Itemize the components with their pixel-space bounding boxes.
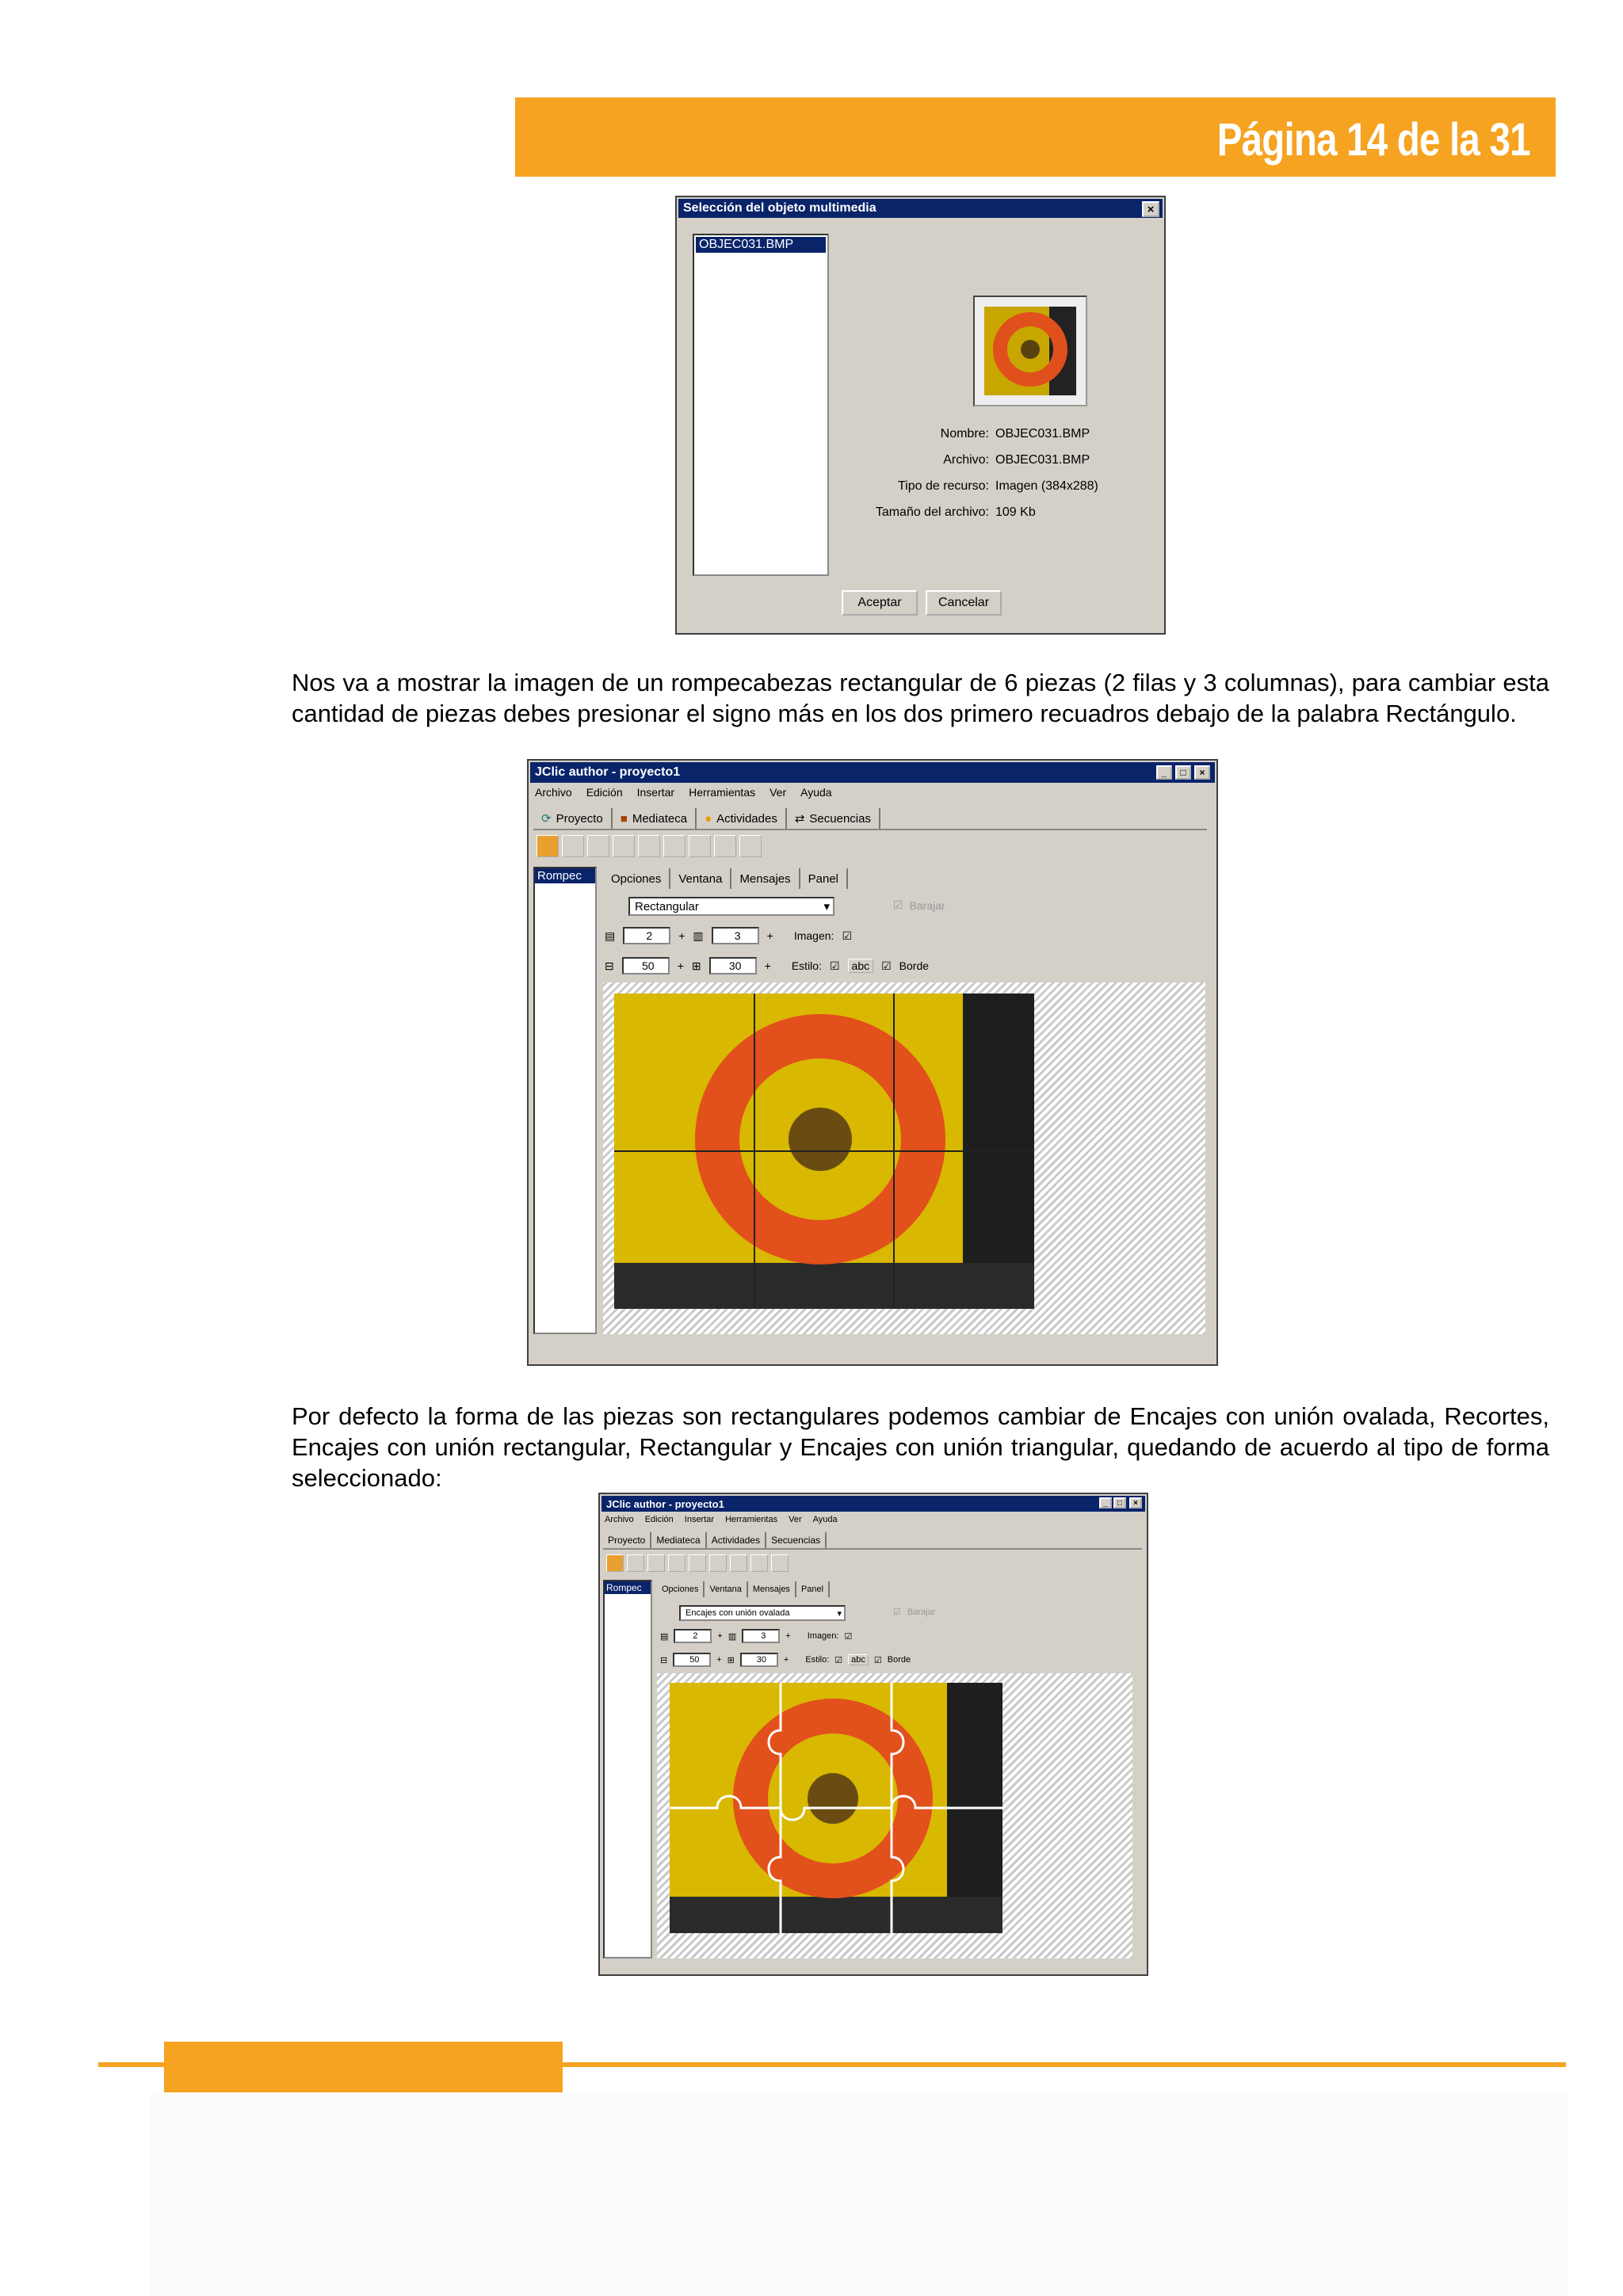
paste-icon[interactable]: [730, 1554, 747, 1572]
close-button[interactable]: ×: [1142, 201, 1159, 217]
sub-tabs: [657, 1581, 830, 1597]
cancel-button[interactable]: [926, 590, 1002, 616]
rows-value: 2: [693, 1631, 698, 1641]
height-field[interactable]: [740, 1653, 778, 1667]
cols-field[interactable]: [742, 1629, 780, 1643]
field-label: Tamaño del archivo:: [875, 505, 989, 519]
shape-select-value: Encajes con unión ovalada: [685, 1608, 790, 1618]
maximize-button[interactable]: □: [1113, 1497, 1126, 1508]
menu-edicion[interactable]: Edición: [586, 786, 623, 799]
new-activity-icon[interactable]: [537, 835, 559, 857]
paste-icon[interactable]: [689, 835, 711, 857]
menu-edicion[interactable]: Edición: [644, 1515, 674, 1524]
abc-button[interactable]: abc: [848, 1654, 869, 1665]
minimize-button[interactable]: _: [1156, 765, 1172, 780]
rows-cols-row: [605, 927, 852, 944]
plus-icon[interactable]: +: [717, 1631, 723, 1641]
menu-bar: [535, 786, 832, 799]
jclic-title: JClic author - proyecto1: [606, 1497, 724, 1510]
abc-button[interactable]: abc: [848, 959, 874, 973]
grid-icon[interactable]: [739, 835, 762, 857]
maximize-button[interactable]: □: [1175, 765, 1191, 780]
down-arrow-icon[interactable]: [613, 835, 635, 857]
info-grid: [835, 421, 1152, 525]
cancel-label: Cancelar: [938, 596, 990, 609]
menu-ayuda[interactable]: Ayuda: [812, 1515, 838, 1524]
play-icon[interactable]: [562, 835, 584, 857]
field-value: 109 Kb: [995, 505, 1036, 519]
tab-mediateca[interactable]: [613, 808, 697, 829]
rows-icon: ▤: [605, 929, 616, 942]
jclic-titlebar: [601, 1496, 1145, 1512]
dialog-titlebar: [678, 199, 1163, 218]
borde-checkbox[interactable]: ☑: [881, 959, 892, 972]
estilo-label: Estilo:: [805, 1655, 830, 1665]
page-number: Página 14 de la 31: [1216, 114, 1530, 166]
field-value: OBJEC031.BMP: [995, 427, 1090, 441]
media-selection-dialog: [675, 196, 1166, 635]
tab-label: Secuencias: [809, 811, 871, 826]
cols-value: 3: [761, 1631, 766, 1641]
estilo-label: Estilo:: [791, 959, 822, 972]
menu-ayuda[interactable]: Ayuda: [800, 786, 832, 799]
list-item[interactable]: [696, 237, 826, 253]
tab-actividades[interactable]: [707, 1532, 766, 1548]
toolbar: [606, 1554, 792, 1572]
activity-list[interactable]: [603, 1580, 652, 1958]
borde-label: Borde: [899, 959, 930, 972]
puzzle-image: [614, 994, 1034, 1309]
menu-archivo[interactable]: Archivo: [605, 1515, 634, 1524]
tab-secuencias[interactable]: [766, 1532, 827, 1548]
jclic-title: JClic author - proyecto1: [535, 765, 681, 779]
tab-label: Mensajes: [752, 1585, 790, 1594]
tab-opciones[interactable]: [603, 868, 670, 889]
sub-tabs: [603, 868, 848, 889]
menu-bar: [605, 1515, 838, 1524]
height-value: 30: [728, 959, 742, 972]
tab-proyecto[interactable]: [533, 808, 613, 829]
down-arrow-icon[interactable]: [668, 1554, 685, 1572]
menu-herramientas[interactable]: Herramientas: [689, 786, 756, 799]
height-field[interactable]: [709, 957, 757, 974]
tab-actividades[interactable]: [697, 808, 787, 829]
plus-icon[interactable]: +: [785, 1631, 791, 1641]
tab-ventana[interactable]: [670, 868, 731, 889]
play-icon[interactable]: [627, 1554, 644, 1572]
tab-label: Ventana: [678, 871, 723, 886]
project-icon: ⟳: [541, 812, 552, 826]
accept-label: Aceptar: [857, 596, 902, 609]
footer-shade: [151, 2092, 1569, 2296]
field-value: OBJEC031.BMP: [995, 453, 1090, 467]
up-arrow-icon[interactable]: [587, 835, 609, 857]
width-field[interactable]: [673, 1653, 711, 1667]
field-label: Archivo:: [943, 453, 989, 467]
page-header: [515, 97, 1556, 177]
plus-icon[interactable]: +: [678, 929, 685, 942]
activity-label: Rompec: [537, 869, 582, 883]
up-arrow-icon[interactable]: [647, 1554, 665, 1572]
paragraph-1: Nos va a mostrar la imagen de un rompecabezas rectangular de 6 piezas (2 filas y 3 columnas), para cambiar esta cantidad de piezas debes presionar el signo más en los dos primero recuadros debajo de la palabra Rectángulo.: [292, 669, 1549, 727]
field-value: Imagen (384x288): [995, 479, 1098, 493]
tab-mensajes[interactable]: [731, 868, 800, 889]
cut-icon[interactable]: [709, 1554, 727, 1572]
imagen-checkbox[interactable]: ☑: [844, 1631, 853, 1642]
new-activity-icon[interactable]: [606, 1554, 624, 1572]
menu-insertar[interactable]: Insertar: [636, 786, 675, 799]
main-tabs: [603, 1532, 1142, 1550]
tab-label: Actividades: [711, 1535, 761, 1546]
image-preview: [973, 296, 1087, 406]
cols-value: 3: [734, 929, 741, 942]
width-icon: ⊟: [660, 1655, 668, 1665]
menu-ver[interactable]: Ver: [789, 1515, 802, 1524]
minimize-button[interactable]: _: [1099, 1497, 1112, 1508]
tab-label: Ventana: [709, 1585, 742, 1594]
plus-icon[interactable]: +: [783, 1655, 789, 1665]
width-value: 50: [641, 959, 655, 972]
rows-icon: ▤: [660, 1631, 669, 1642]
field-label: Tipo de recurso:: [897, 479, 989, 493]
tab-label: Secuencias: [771, 1535, 821, 1546]
paragraph-2: Por defecto la forma de las piezas son rectangulares podemos cambiar de Encajes con unión ovalada, Recortes, Encajes con unión rectangular, Rectangular y Encajes con unión triangular, quedando de acuerdo al tipo de forma seleccionado:: [292, 1402, 1549, 1492]
tab-panel[interactable]: [796, 1581, 830, 1597]
estilo-checkbox[interactable]: ☑: [829, 959, 840, 972]
borde-label: Borde: [887, 1655, 911, 1665]
dialog-title: Selección del objeto multimedia: [683, 201, 876, 215]
close-button[interactable]: ×: [1129, 1497, 1142, 1508]
width-field[interactable]: [622, 957, 670, 974]
tab-label: Opciones: [662, 1585, 699, 1594]
size-row: [660, 1653, 911, 1667]
barajar-label: Barajar: [907, 1607, 936, 1617]
estilo-checkbox[interactable]: ☑: [834, 1655, 843, 1665]
media-icon: ■: [620, 811, 628, 826]
tab-mensajes[interactable]: [748, 1581, 796, 1597]
footer-bar: [164, 2042, 563, 2092]
menu-insertar[interactable]: Insertar: [684, 1515, 715, 1524]
jclic-titlebar: [530, 762, 1215, 783]
imagen-label: Imagen:: [807, 1631, 839, 1641]
main-tabs: [533, 808, 1207, 830]
shape-select-value: Rectangular: [635, 899, 699, 913]
tab-label: Actividades: [716, 811, 777, 826]
chevron-down-icon: ▾: [837, 1608, 842, 1619]
lifebuoy-thumbnail: [984, 307, 1076, 395]
shape-select[interactable]: [628, 897, 834, 916]
height-value: 30: [756, 1655, 766, 1665]
rows-value: 2: [646, 929, 653, 942]
tab-label: Opciones: [611, 871, 662, 886]
field-label: Nombre:: [940, 427, 989, 441]
cut-icon[interactable]: [663, 835, 685, 857]
activity-item[interactable]: [535, 868, 595, 883]
accept-button[interactable]: [842, 590, 918, 616]
size-row: [605, 957, 929, 974]
tab-label: Panel: [808, 871, 839, 886]
menu-herramientas[interactable]: Herramientas: [725, 1515, 778, 1524]
tab-proyecto[interactable]: [603, 1532, 651, 1548]
tab-label: Proyecto: [608, 1535, 646, 1546]
imagen-checkbox[interactable]: ☑: [842, 929, 852, 942]
tab-label: Mensajes: [739, 871, 791, 886]
tab-label: Panel: [800, 1585, 824, 1594]
menu-ver[interactable]: Ver: [769, 786, 787, 799]
plus-icon[interactable]: +: [766, 929, 773, 942]
tab-mediateca[interactable]: [651, 1532, 706, 1548]
tab-label: Mediateca: [656, 1535, 701, 1546]
barajar-label: Barajar: [909, 898, 945, 912]
copy-icon[interactable]: [689, 1554, 706, 1572]
borde-checkbox[interactable]: ☑: [873, 1655, 882, 1665]
plus-icon[interactable]: +: [764, 959, 771, 972]
sequence-icon: ⇄: [794, 812, 805, 826]
rows-cols-row: [660, 1629, 852, 1643]
chevron-down-icon: ▾: [823, 900, 830, 913]
rows-field[interactable]: [623, 927, 670, 944]
tab-secuencias[interactable]: [787, 808, 880, 829]
imagen-label: Imagen:: [793, 929, 834, 942]
menu-archivo[interactable]: Archivo: [535, 786, 572, 799]
tab-label: Proyecto: [556, 811, 603, 826]
tab-label: Mediateca: [632, 811, 688, 826]
height-icon: ⊞: [727, 1655, 735, 1665]
plus-icon[interactable]: +: [716, 1655, 722, 1665]
tab-panel[interactable]: [800, 868, 848, 889]
grid-icon[interactable]: [771, 1554, 789, 1572]
rows-field[interactable]: [674, 1629, 712, 1643]
shape-select[interactable]: [679, 1605, 846, 1621]
width-value: 50: [689, 1655, 700, 1665]
cols-icon: ▥: [727, 1631, 737, 1642]
toolbar: [537, 835, 765, 857]
cols-icon: ▥: [693, 929, 704, 942]
tab-opciones[interactable]: [657, 1581, 705, 1597]
plus-icon[interactable]: +: [677, 959, 684, 972]
activity-list[interactable]: [533, 867, 597, 1334]
width-icon: ⊟: [605, 959, 614, 972]
activity-icon: ●: [705, 811, 712, 826]
puzzle-image: [670, 1683, 1002, 1933]
delete-icon[interactable]: [750, 1554, 768, 1572]
activity-label: Rompec: [606, 1582, 642, 1593]
activity-item[interactable]: [605, 1581, 651, 1594]
jclic-window-1: [527, 759, 1218, 1366]
tab-ventana[interactable]: [705, 1581, 747, 1597]
cols-field[interactable]: [712, 927, 759, 944]
jclic-window-2: [598, 1493, 1148, 1976]
barajar-checkbox[interactable]: ☑ Barajar: [893, 1607, 936, 1617]
barajar-checkbox[interactable]: ☑ Barajar: [893, 898, 945, 912]
close-button[interactable]: ×: [1194, 765, 1210, 780]
list-item-label: OBJEC031.BMP: [699, 238, 794, 251]
height-icon: ⊞: [691, 959, 701, 972]
media-list[interactable]: [693, 234, 829, 576]
delete-icon[interactable]: [714, 835, 736, 857]
copy-icon[interactable]: [638, 835, 660, 857]
